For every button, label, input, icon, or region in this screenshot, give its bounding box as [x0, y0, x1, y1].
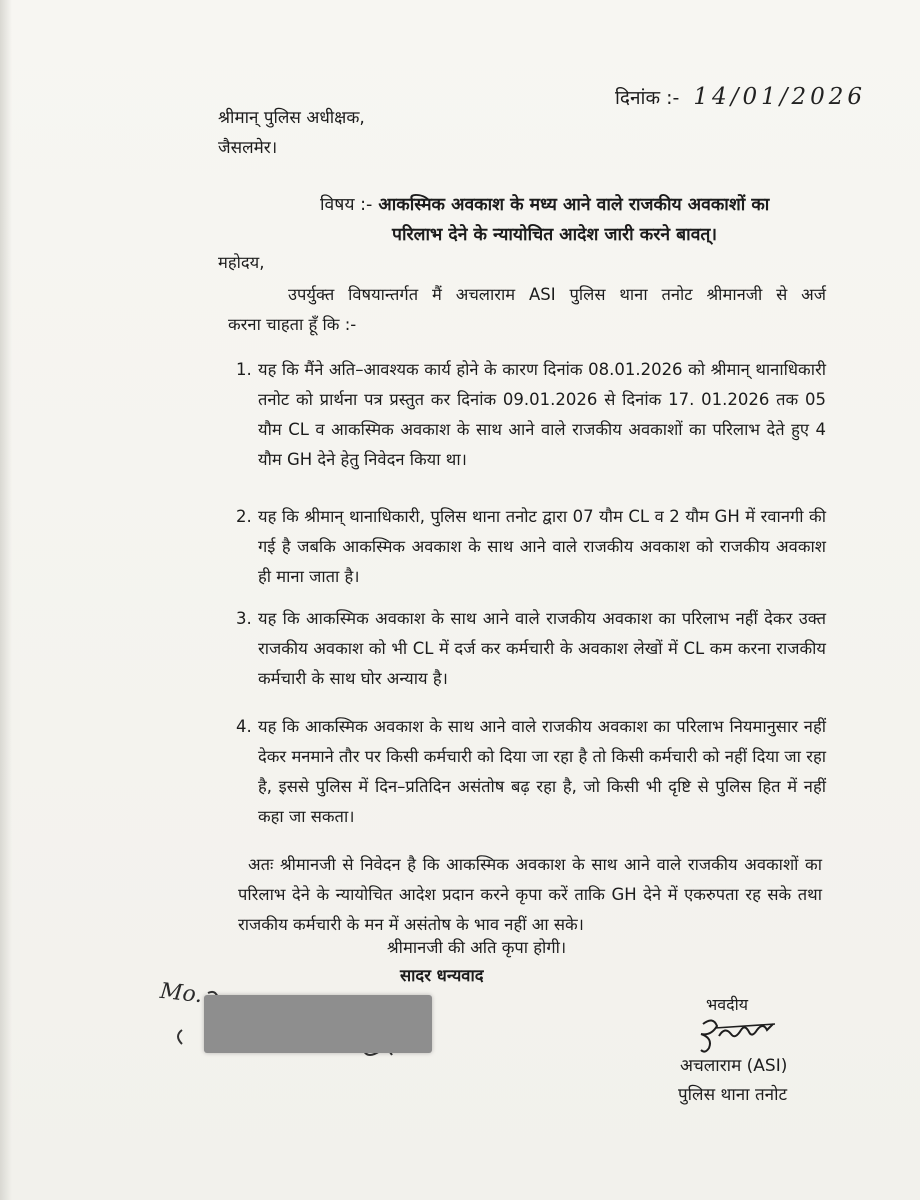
recipient-line-2: जैसलमेर।	[218, 138, 278, 158]
point-text: यह कि श्रीमान् थानाधिकारी, पुलिस थाना तनोट द्वारा 07 यौम CL व 2 यौम GH में रवानगी की गई है जबकि आकस्मिक अवकाश के साथ आने वाले राजकीय अवकाश को राजकीय अवकाश ही माना जाता है।	[258, 507, 826, 586]
point-number: 1.	[236, 360, 252, 379]
bhavdiya-label: भवदीय	[706, 995, 749, 1014]
point-2	[236, 502, 826, 592]
mobile-prefix: Mo.	[158, 978, 204, 1009]
signer-name: अचलाराम (ASI)	[680, 1056, 788, 1076]
intro-line-2: करना चाहता हूँ कि :-	[228, 315, 357, 334]
intro-paragraph	[228, 280, 826, 340]
point-1	[236, 355, 826, 475]
point-3	[236, 604, 826, 694]
subject-line-1: आकस्मिक अवकाश के मध्य आने वाले राजकीय अवकाशों का	[378, 195, 770, 215]
subject-line-2: परिलाभ देने के न्यायोचित आदेश जारी करने बावत्।	[392, 225, 718, 245]
point-4	[236, 712, 826, 832]
date-line	[615, 84, 866, 110]
point-text: यह कि आकस्मिक अवकाश के साथ आने वाले राजकीय अवकाश का परिलाभ नियमानुसार नहीं देकर मनमाने तौर पर किसी कर्मचारी को दिया जा रहा है तो किसी कर्मचारी को नहीं दिया जा रहा है, इससे पुलिस में दिन–प्रतिदिन असंतोष बढ़ रहा है, जो किसी भी दृष्टि से पुलिस हित में नहीं कहा जा सकता।	[258, 717, 826, 826]
subject-block	[320, 190, 840, 250]
point-number: 3.	[236, 609, 252, 628]
closing-text: अतः श्रीमानजी से निवेदन है कि आकस्मिक अवकाश के साथ आने वाले राजकीय अवकाशों का परिलाभ देने के न्यायोचित आदेश प्रदान करने कृपा करें ताकि GH देने में एकरुपता रह सके तथा राजकीय कर्मचारी के मन में असंतोष के भाव नहीं आ सके।	[238, 855, 822, 934]
point-number: 4.	[236, 717, 252, 736]
subject-label: विषय :-	[320, 195, 373, 215]
thanks-line: सादर धन्यवाद	[400, 966, 484, 985]
date-value-handwritten: 14/01/2026	[693, 84, 866, 110]
date-label: दिनांक :-	[615, 87, 680, 109]
signature	[685, 1010, 795, 1058]
point-text: यह कि आकस्मिक अवकाश के साथ आने वाले राजकीय अवकाश का परिलाभ नहीं देकर उक्त राजकीय अवकाश को भी CL में दर्ज कर कर्मचारी के अवकाश लेखों में CL कम करना राजकीय कर्मचारी के साथ घोर अन्याय है।	[258, 609, 826, 688]
recipient-line-1: श्रीमान् पुलिस अधीक्षक,	[218, 108, 365, 128]
signer-place: पुलिस थाना तनोट	[678, 1085, 788, 1105]
intro-line-1: उपर्युक्त विषयान्तर्गत मैं अचलाराम ASI पुलिस थाना तनोट श्रीमानजी से अर्ज	[288, 285, 826, 304]
point-text: यह कि मैंने अति–आवश्यक कार्य होने के कारण दिनांक 08.01.2026 को श्रीमान् थानाधिकारी तनोट को प्रार्थना पत्र प्रस्तुत कर दिनांक 09.01.2026 से दिनांक 17. 01.2026 तक 05 यौम CL व आकस्मिक अवकाश के साथ आने वाले राजकीय अवकाशों का परिलाभ देते हुए 4 यौम GH देने हेतु निवेदन किया था।	[258, 360, 826, 469]
redaction-box	[204, 995, 432, 1053]
point-number: 2.	[236, 507, 252, 526]
scan-edge-shadow	[0, 0, 12, 1200]
salutation: महोदय,	[218, 253, 265, 272]
kripa-line: श्रीमानजी की अति कृपा होगी।	[387, 938, 567, 957]
closing-paragraph	[238, 850, 822, 940]
